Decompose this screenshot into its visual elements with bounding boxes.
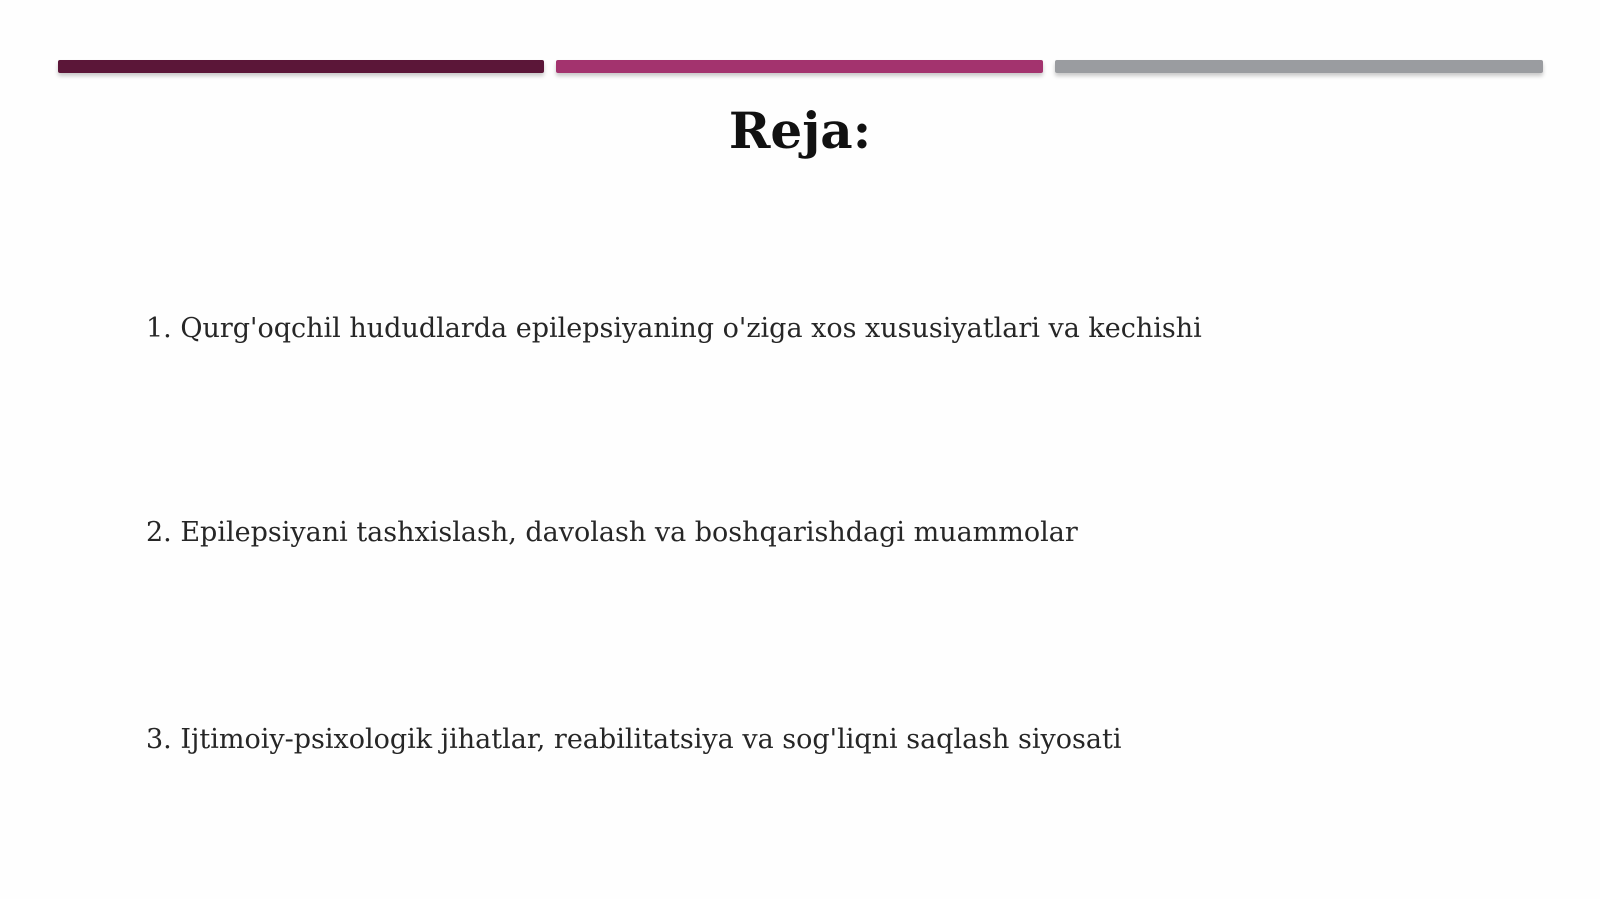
accent-bar-magenta — [556, 60, 1043, 73]
accent-bar-dark-plum — [58, 60, 544, 73]
accent-bar-gray — [1055, 60, 1543, 73]
plan-item-2: 2. Epilepsiyani tashxislash, davolash va boshqarishdagi muammolar — [146, 517, 1078, 548]
plan-item-1: 1. Qurg'oqchil hududlarda epilepsiyaning o'ziga xos xususiyatlari va kechishi — [146, 313, 1202, 344]
plan-item-3: 3. Ijtimoiy-psixologik jihatlar, reabilitatsiya va sog'liqni saqlash siyosati — [146, 724, 1122, 755]
slide-title: Reja: — [728, 101, 872, 160]
